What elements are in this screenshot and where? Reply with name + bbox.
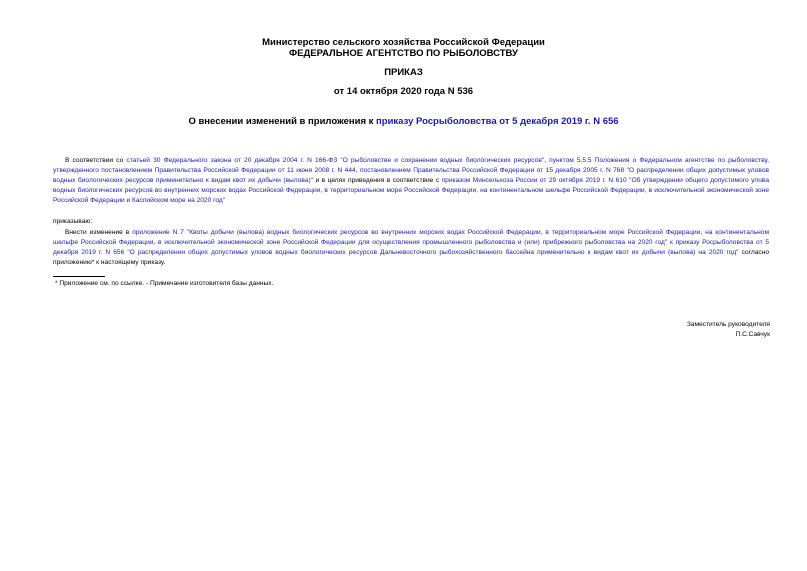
signatory-position: Заместитель руководителя <box>686 321 770 328</box>
appendix-link[interactable]: приложение N 7 "Квоты добычи (вылова) водных биологических ресурсов во внутренних морских водах Российской Федерации, в территориальном море Российской Федерации, на континентальном шельфе Российской Федерации, в исключительной экономической зоне Российской Федерации для осуществления промышленного рыболовства и (или) прибрежного рыболовства на 2020 год" к приказу Росрыболовства от 5 декабря 2019 г. N 656 "О распределении общих допустимых уловов водных биологических ресурсов Дальневосточного рыбохозяйственного бассейна применительно к видам квот их добычи (вылова) на 2020 год" <box>53 229 769 257</box>
law-article-link[interactable]: статьей 30 Федерального закона от 20 декабря 2004 г. N 166-ФЗ "О рыболовстве и сохранении водных биологических ресурсов" <box>126 157 545 164</box>
footnote: * Приложение см. по ссылке. - Примечание изготовителя базы данных. <box>55 280 274 287</box>
title-prefix: О внесении изменений в приложения к <box>188 116 377 127</box>
government-decree-link[interactable]: постановлением Правительства Российской Федерации от 15 декабря 2005 г. N 768 "О распределении общих допустимых уловов водных биологических ресурсов применительно к видам квот их добычи (вылова)" <box>53 167 769 185</box>
ministry-name: Министерство сельского хозяйства Российской Федерации <box>262 37 545 48</box>
p3-text-2: согласно приложению* к настоящему приказу. <box>53 249 769 267</box>
agency-regulation-link[interactable]: пунктом 5.5.5 Положения о Федеральном агентстве по рыболовству, утвержденного постановлением Правительства Российской Федерации от 11 июня 2008 г. N 444 <box>53 157 769 175</box>
title-link[interactable]: приказу Росрыболовства от 5 декабря 2019 г. N 656 <box>376 116 619 127</box>
document-type: ПРИКАЗ <box>384 67 423 78</box>
document-title <box>0 116 807 127</box>
p1-text-3: , <box>355 167 360 175</box>
paragraph-basis <box>53 156 769 206</box>
paragraph-amendment <box>53 228 769 268</box>
signatory-name: П.С.Савчук <box>735 331 770 338</box>
document-date-number: от 14 октября 2020 года N 536 <box>333 86 474 97</box>
p1-text-4: и в целях приведения в соответствие с <box>313 177 442 185</box>
p1-text-2: , <box>544 157 550 164</box>
footnote-divider <box>53 276 105 277</box>
paragraph-order-word: приказываю: <box>53 218 93 225</box>
p1-text-1: В соответствии со <box>65 157 127 164</box>
ministry-order-link[interactable]: приказом Минсельхоза России от 29 октября 2019 г. N 610 "Об утверждении общего допустимого улова водных биологических ресурсов во внутренних морских водах Российской Федерации, в территориальном море Российской Федерации, на континентальном шельфе Российской Федерации, в исключительной экономической зоне Российской Федерации и Каспийском море на 2020 год" <box>53 177 769 205</box>
p3-text-1: Внести изменение в <box>65 229 133 236</box>
agency-name: ФЕДЕРАЛЬНОЕ АГЕНТСТВО ПО РЫБОЛОВСТВУ <box>289 48 518 59</box>
